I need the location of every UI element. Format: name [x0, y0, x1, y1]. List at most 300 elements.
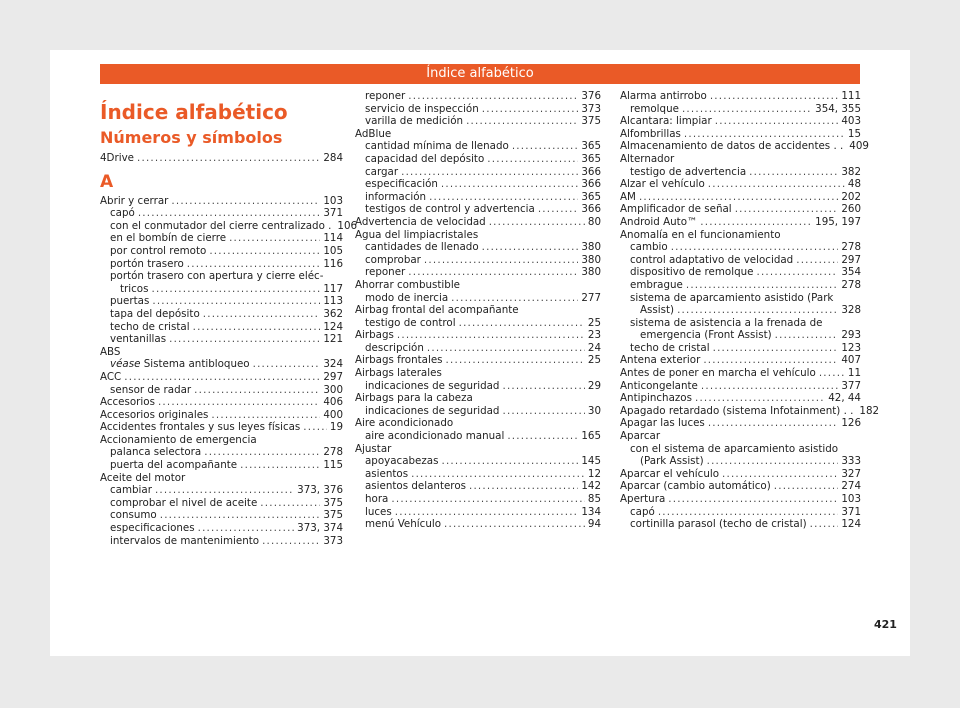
index-entry-label: reponer — [365, 266, 406, 279]
index-entry — [620, 404, 880, 418]
index-entry — [100, 245, 343, 258]
index-entry-text — [365, 254, 421, 267]
index-entry-text — [110, 446, 201, 459]
index-entry-label: aire acondicionado manual — [365, 430, 505, 443]
index-entry-text — [355, 329, 394, 342]
leader-dots — [424, 254, 578, 267]
index-entry-text — [365, 342, 424, 355]
index-entry-page: 123 — [841, 341, 861, 354]
index-entry-text — [365, 292, 448, 305]
index-entry-text — [365, 166, 398, 179]
index-entry-label: hora — [365, 493, 389, 505]
index-entry-text — [110, 245, 206, 258]
index-entry-text — [100, 421, 300, 434]
index-entry-page: 400 — [323, 408, 343, 421]
leader-dots — [193, 321, 321, 334]
leader-dots — [451, 292, 578, 305]
index-entry-label: por control remoto — [110, 244, 207, 257]
index-entry-page: 111 — [841, 90, 861, 102]
index-entry-text — [365, 103, 479, 116]
index-entry-label: intervalos de mantenimiento — [110, 534, 260, 547]
index-entry — [355, 455, 601, 468]
index-entry-page: 105 — [323, 244, 343, 257]
index-entry — [620, 241, 861, 254]
leader-dots — [774, 480, 839, 493]
index-entry-text — [365, 115, 463, 128]
leader-dots — [658, 506, 839, 519]
index-entry — [620, 329, 861, 342]
index-entry-text — [355, 354, 443, 367]
index-entry-label: palanca selectora — [110, 446, 202, 459]
index-entry — [355, 203, 601, 216]
leader-dots — [411, 468, 585, 481]
index-entry-text — [110, 232, 226, 245]
index-entry-label: testigos de control y advertencia — [365, 203, 535, 216]
leader-dots — [502, 405, 584, 418]
index-entry-heading: Airbag frontal del acompañante — [355, 304, 519, 317]
index-entry-page: 365 — [581, 140, 601, 153]
leader-dots — [198, 522, 295, 535]
index-entry-text — [110, 484, 152, 497]
leader-dots — [240, 459, 320, 472]
leader-dots — [229, 232, 320, 245]
index-entry-page: 274 — [841, 480, 861, 493]
leader-dots — [735, 203, 839, 216]
index-entry-page: 380 — [581, 253, 601, 266]
index-entry-page: 48 — [847, 178, 861, 191]
index-entry-text — [110, 459, 237, 472]
index-entry-page: 165 — [581, 430, 601, 443]
leader-dots — [482, 241, 579, 254]
leader-dots — [253, 358, 321, 371]
index-entry-label: emergencia (Front Assist) — [640, 329, 772, 342]
index-entry-text — [620, 392, 692, 405]
index-entry-label: puerta del acompañante — [110, 459, 238, 472]
index-entry — [355, 342, 601, 355]
leader-dots — [810, 518, 839, 531]
index-entry-label: techo de cristal — [110, 320, 190, 333]
index-entry-text — [620, 178, 705, 191]
index-entry-heading: Aceite del motor — [100, 471, 186, 484]
index-entry-label: testigo de advertencia — [630, 165, 747, 178]
index-entry-label: Alarma antirrobo — [620, 90, 707, 102]
index-entry-text — [110, 321, 190, 334]
index-entry-text — [365, 480, 466, 493]
index-entry-label: indicaciones de seguridad — [365, 404, 500, 417]
index-entry-page: 277 — [581, 291, 601, 304]
index-entry-page: 366 — [581, 203, 601, 216]
index-entry — [100, 421, 343, 434]
index-entry-label: techo de cristal — [630, 341, 710, 354]
index-column-2 — [355, 90, 601, 531]
index-entry-page: 11 — [847, 367, 861, 380]
index-entry — [620, 191, 861, 204]
index-entry-label: especificación — [365, 178, 438, 191]
index-entry-label: dispositivo de remolque — [630, 266, 754, 279]
index-entry-label: Android Auto™ — [620, 215, 698, 228]
leader-dots — [682, 103, 812, 116]
index-entry-label: capó — [110, 207, 135, 220]
index-entry-page: 103 — [323, 194, 343, 207]
index-entry-label: capacidad del depósito — [365, 152, 485, 165]
leader-dots — [441, 455, 578, 468]
index-entry-page: 145 — [581, 455, 601, 468]
index-entry-label: modo de inercia — [365, 291, 449, 304]
index-entry — [620, 279, 861, 292]
index-column-1 — [100, 90, 358, 547]
leader-dots — [260, 497, 320, 510]
index-entry-label: con el conmutador del cierre centralizado . — [110, 219, 332, 232]
index-entry-label: cambio — [630, 241, 668, 254]
index-entry-page: 103 — [841, 493, 861, 505]
index-entry-text — [620, 493, 665, 506]
leader-dots — [391, 493, 585, 506]
index-entry-page: 278 — [323, 446, 343, 459]
index-column-3 — [620, 90, 880, 531]
index-entry — [100, 308, 343, 321]
index-entry — [355, 216, 601, 229]
index-entry — [100, 509, 343, 522]
index-entry-label: cantidades de llenado — [365, 241, 479, 254]
index-entry — [620, 392, 861, 405]
index-entry-page: 134 — [581, 505, 601, 518]
index-entry — [100, 295, 343, 308]
index-entry-heading: Ahorrar combustible — [355, 278, 461, 291]
leader-dots — [171, 195, 320, 208]
index-entry-page: 362 — [323, 307, 343, 320]
index-entry-label: Antes de poner en marcha el vehículo — [620, 367, 816, 380]
index-entry-page: 409 — [849, 140, 869, 153]
leader-dots — [209, 245, 320, 258]
leader-dots — [701, 380, 838, 393]
index-entry-label: portón trasero — [110, 257, 184, 270]
index-entry-page: 15 — [847, 127, 861, 140]
index-entry — [620, 518, 861, 531]
leader-dots — [158, 396, 320, 409]
index-entry — [100, 232, 343, 245]
index-entry-label: testigo de control — [365, 316, 456, 329]
index-entry-page: 376 — [581, 90, 601, 102]
index-entry-label: ACC — [100, 370, 122, 383]
index-entry-page: 12 — [587, 467, 601, 480]
index-entry — [355, 254, 601, 267]
index-entry-label: especificaciones — [110, 522, 195, 535]
leader-dots — [160, 509, 321, 522]
leader-dots — [684, 128, 845, 141]
index-entry-text — [640, 455, 704, 468]
index-entry-text — [110, 295, 149, 308]
index-entry — [100, 371, 343, 384]
index-entry-page: 121 — [323, 333, 343, 346]
index-entry-page: 366 — [581, 165, 601, 178]
index-entry-text — [620, 354, 700, 367]
leader-dots — [401, 166, 578, 179]
index-entry-page: 182 — [859, 404, 880, 417]
letter-heading: A — [100, 171, 114, 192]
index-entry-text — [620, 216, 697, 229]
index-entry-label: cortinilla parasol (techo de cristal) — [630, 518, 807, 531]
leader-dots — [441, 178, 578, 191]
index-entry-page: 375 — [323, 496, 343, 509]
index-entry-page: 42, 44 — [828, 392, 861, 405]
index-entry-text — [120, 283, 148, 296]
index-entry-text — [110, 497, 257, 510]
index-entry — [100, 195, 343, 208]
index-entry-page: 278 — [841, 241, 861, 254]
see-reference: véase — [110, 358, 141, 371]
leader-dots — [429, 191, 578, 204]
index-entry-page: 365 — [581, 190, 601, 203]
index-entry — [620, 493, 861, 506]
leader-dots — [151, 283, 320, 296]
leader-dots — [703, 354, 838, 367]
index-entry-page: 297 — [841, 253, 861, 266]
index-entry — [355, 292, 601, 305]
index-entry — [100, 258, 343, 271]
index-entry — [100, 522, 343, 535]
index-entry-text — [110, 522, 195, 535]
index-entry — [620, 140, 869, 153]
index-entry-heading: ABS — [100, 345, 121, 358]
index-entry-heading: AdBlue — [355, 127, 392, 140]
leader-dots — [138, 207, 321, 220]
index-entry-heading: Anomalía en el funcionamiento — [620, 228, 781, 241]
index-entry-label: Alfombrillas — [620, 127, 681, 140]
leader-dots — [187, 258, 321, 271]
index-entry-heading: Ajustar — [355, 442, 392, 455]
leader-dots — [303, 421, 327, 434]
index-entry-heading: portón trasero con apertura y cierre eléc- — [110, 270, 324, 283]
index-entry — [355, 480, 601, 493]
leader-dots — [446, 354, 585, 367]
index-entry — [100, 535, 343, 548]
index-entry-page: 29 — [587, 379, 601, 392]
index-entry — [620, 342, 861, 355]
leader-dots — [512, 140, 579, 153]
index-entry-text — [365, 506, 392, 519]
index-entry — [355, 115, 601, 128]
index-entry-page: 377 — [841, 379, 861, 392]
index-entry — [100, 409, 343, 422]
leader-dots — [137, 152, 320, 165]
index-entry-text — [110, 535, 259, 548]
leader-dots — [204, 446, 320, 459]
index-entry-heading: Agua del limpiacristales — [355, 228, 479, 241]
index-entry-page: 380 — [581, 241, 601, 254]
leader-dots — [489, 216, 585, 229]
index-entry-label: Alcantara: limpiar — [620, 115, 712, 128]
index-entry-label: Abrir y cerrar — [100, 194, 169, 207]
index-entry-page: 124 — [323, 320, 343, 333]
index-entry — [620, 367, 861, 380]
index-entry-page: 114 — [323, 232, 343, 245]
index-entry-page: 373 — [581, 102, 601, 115]
index-entry — [100, 384, 343, 397]
leader-dots — [502, 380, 584, 393]
leader-dots — [444, 518, 585, 531]
index-entry — [620, 166, 861, 179]
index-entry-page: 407 — [841, 354, 861, 367]
leader-dots — [169, 333, 320, 346]
index-entry-text — [365, 405, 499, 418]
leader-dots — [408, 266, 578, 279]
index-entry — [100, 484, 343, 497]
index-entry-page: 113 — [323, 295, 343, 308]
index-entry — [100, 446, 343, 459]
leader-dots — [395, 506, 579, 519]
index-entry — [620, 304, 861, 317]
index-entry-heading: Airbags para la cabeza — [355, 392, 473, 405]
leader-dots — [211, 409, 320, 422]
index-entry — [100, 396, 343, 409]
index-entry-text — [640, 304, 674, 317]
index-entry-text — [365, 90, 405, 103]
page-header-title: Índice alfabético — [426, 66, 534, 81]
index-entry-label: remolque — [630, 102, 679, 115]
index-entry-label: comprobar — [365, 253, 421, 266]
index-entry — [620, 90, 861, 103]
index-entry-text — [365, 266, 405, 279]
index-entry-text — [620, 140, 843, 153]
index-entry-label: cantidad mínima de llenado — [365, 140, 509, 153]
index-entry-heading: Alternador — [620, 152, 675, 165]
index-entry-label: (Park Assist) — [640, 455, 704, 468]
index-entry-text — [110, 358, 250, 371]
index-entry-text — [365, 203, 535, 216]
index-entry-label: varilla de medición — [365, 115, 464, 128]
index-entry — [100, 333, 343, 346]
index-entry — [355, 178, 601, 191]
index-entry-label: Apertura — [620, 493, 666, 505]
index-entry-page: 328 — [841, 304, 861, 317]
index-entry-text — [630, 166, 746, 179]
index-entry — [100, 321, 343, 334]
index-entry-page: 19 — [329, 421, 343, 434]
index-entry-page: 24 — [587, 341, 601, 354]
index-entry — [355, 140, 601, 153]
leader-dots — [671, 241, 839, 254]
index-entry-label: menú Vehículo — [365, 518, 442, 531]
index-entry-text — [620, 90, 707, 103]
index-entry — [355, 430, 601, 443]
index-entry — [355, 354, 601, 367]
index-entry-page: 373, 374 — [297, 522, 343, 535]
index-entry-text — [630, 103, 679, 116]
index-entry — [620, 178, 861, 191]
index-entry-heading: Airbags laterales — [355, 367, 442, 380]
index-entry-text — [365, 178, 438, 191]
leader-dots — [639, 191, 838, 204]
leader-dots — [408, 90, 578, 103]
index-entry-page: 202 — [841, 190, 861, 203]
index-entry — [100, 207, 343, 220]
index-entry-text — [640, 329, 772, 342]
leader-dots — [677, 304, 838, 317]
index-entry-page: 365 — [581, 152, 601, 165]
index-entry-text — [620, 203, 732, 216]
index-entry — [620, 266, 861, 279]
leader-dots — [459, 317, 585, 330]
leader-dots — [194, 384, 320, 397]
index-entry-text — [365, 518, 441, 531]
index-entry-page: 406 — [323, 396, 343, 409]
index-entry-label: Antipinchazos — [620, 392, 692, 405]
index-entry — [355, 493, 601, 506]
leader-dots — [713, 342, 839, 355]
index-entry — [355, 266, 601, 279]
index-entry-text — [620, 128, 681, 141]
index-entry — [620, 380, 861, 393]
index-entry-page: 373, 376 — [297, 484, 343, 497]
index-entry-page: 23 — [587, 329, 601, 342]
leader-dots — [466, 115, 578, 128]
index-entry-text — [365, 140, 509, 153]
index-entry-heading: Aparcar — [620, 430, 661, 443]
index-entry-text — [110, 308, 200, 321]
index-entry — [100, 283, 343, 296]
leader-dots — [668, 493, 838, 506]
index-entry-text — [365, 430, 504, 443]
index-entry-page: 297 — [323, 370, 343, 383]
index-entry-page: 30 — [587, 404, 601, 417]
index-entry — [355, 518, 601, 531]
leader-dots — [708, 417, 839, 430]
index-entry-label: Aparcar el vehículo — [620, 467, 720, 480]
leader-dots — [427, 342, 585, 355]
index-entry-page: 117 — [323, 282, 343, 295]
index-entry-text — [365, 468, 408, 481]
index-entry-page: 371 — [323, 207, 343, 220]
section-heading: Números y símbolos — [100, 128, 283, 147]
index-entry-label: Assist) — [640, 304, 675, 317]
index-entry-label: luces — [365, 505, 392, 518]
index-entry-text — [100, 152, 134, 165]
index-entry-text — [620, 380, 698, 393]
index-entry-text — [110, 509, 157, 522]
index-entry-text — [355, 216, 486, 229]
index-entry — [355, 329, 601, 342]
index-entry-text — [630, 518, 807, 531]
leader-dots — [819, 367, 845, 380]
leader-dots — [722, 468, 838, 481]
index-entry-label: en el bombín de cierre — [110, 232, 227, 245]
leader-dots — [775, 329, 839, 342]
index-entry — [100, 358, 343, 371]
index-entry-page: 284 — [323, 152, 343, 164]
index-entry-label: consumo — [110, 509, 157, 522]
index-entry-label: Airbags frontales — [355, 354, 443, 367]
leader-dots — [507, 430, 578, 443]
index-entry-label: 4Drive — [100, 152, 135, 164]
index-entry-label: descripción — [365, 341, 424, 354]
index-entry — [355, 103, 601, 116]
index-entry-text — [620, 191, 636, 204]
leader-dots — [487, 153, 578, 166]
index-entry-text — [620, 115, 712, 128]
index-entry-page: 324 — [323, 358, 343, 371]
index-entry-page: 126 — [841, 417, 861, 430]
index-entry — [620, 254, 861, 267]
index-entry-text — [100, 371, 121, 384]
index-entry-label: Apagar las luces — [620, 417, 705, 430]
index-entry-text — [100, 396, 155, 409]
index-entry-text — [620, 417, 705, 430]
index-entry-text — [365, 153, 484, 166]
index-entry — [355, 380, 601, 393]
leader-dots — [482, 103, 579, 116]
index-entry — [620, 103, 861, 116]
index-entry-page: 403 — [841, 115, 861, 128]
